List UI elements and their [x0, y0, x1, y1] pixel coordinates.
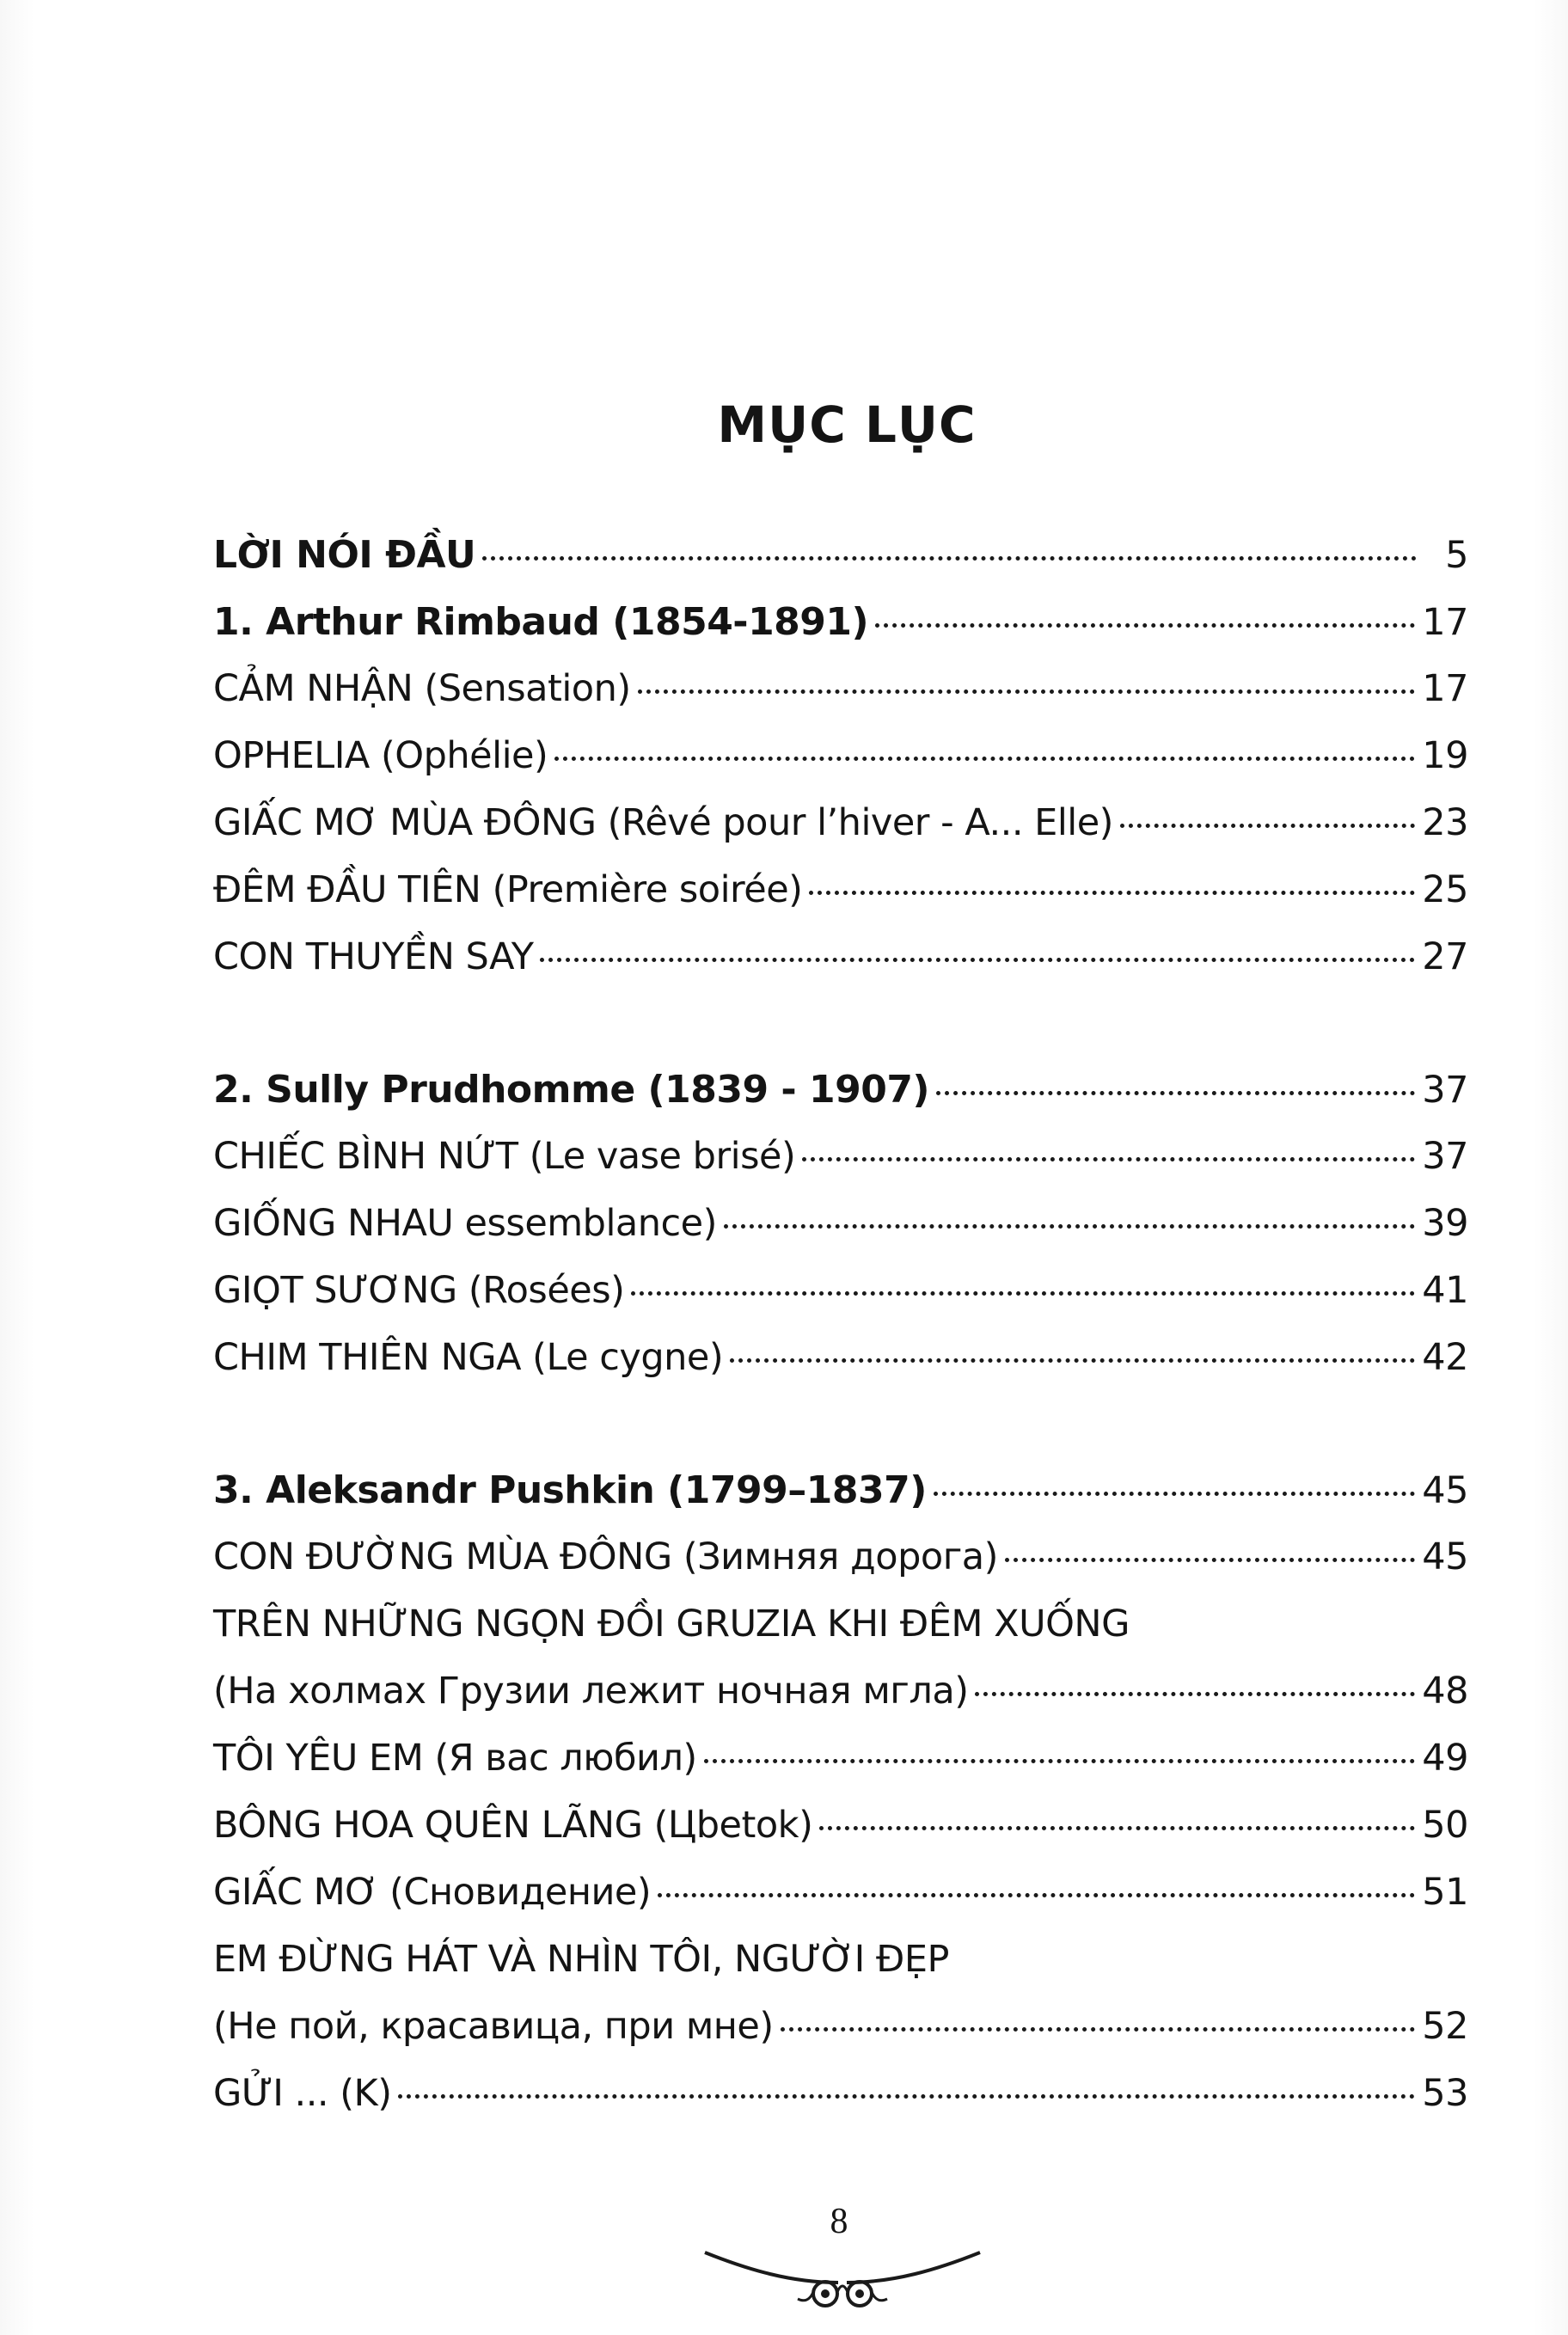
toc-entry[interactable] — [213, 2005, 1468, 2072]
toc-entry-page: 45 — [1422, 1535, 1468, 1578]
dot-leader — [724, 1224, 1415, 1229]
toc-section-heading[interactable] — [213, 1068, 1468, 1135]
toc-entry-label: LỜI NÓI ĐẦU — [213, 533, 476, 577]
dot-leader — [936, 1091, 1415, 1095]
toc-entry-label: GIỐNG NHAU essemblance) — [213, 1202, 717, 1245]
page-number: 8 — [830, 2202, 848, 2241]
dot-leader — [875, 623, 1415, 628]
toc-section-heading[interactable] — [213, 600, 1468, 667]
toc-entry-label: (Не пой, красавица, при мне) — [213, 2005, 774, 2048]
toc-entry-page: 41 — [1422, 1269, 1468, 1312]
toc-entry[interactable] — [213, 935, 1468, 1002]
dot-leader — [540, 958, 1415, 962]
toc-entry-title-line[interactable] — [213, 1603, 1468, 1670]
dot-leader — [975, 1692, 1415, 1696]
toc-entry-label: OPHELIA (Ophélie) — [213, 734, 548, 777]
page-title: MỤC LỤC — [717, 395, 977, 454]
toc-entry-label: CHIẾC BÌNH NỨT (Le vase brisé) — [213, 1135, 796, 1178]
toc-entry-label: GIẤC MƠ (Сновидение) — [213, 1871, 652, 1914]
toc-entry-label: GỬI ... (K) — [213, 2072, 392, 2115]
toc-entry-label: 3. Aleksandr Pushkin (1799–1837) — [213, 1468, 927, 1512]
toc-entry-page: 45 — [1422, 1469, 1468, 1512]
toc-entry-label: ĐÊM ĐẦU TIÊN (Première soirée) — [213, 868, 803, 911]
toc-entry-page: 53 — [1422, 2072, 1468, 2115]
toc-entry-label: CẢM NHẬN (Sensation) — [213, 667, 631, 710]
toc-entry-label: TRÊN NHỮNG NGỌN ĐỒI GRUZIA KHI ĐÊM XUỐNG — [213, 1603, 1130, 1646]
toc-entry[interactable] — [213, 1535, 1468, 1603]
toc-entry-label: GIỌT SƯƠNG (Rosées) — [213, 1269, 625, 1312]
toc-entry-page: 17 — [1422, 667, 1468, 710]
dot-leader — [730, 1358, 1415, 1363]
toc-entry-label: GIẤC MƠ MÙA ĐÔNG (Rêvé pour l’hiver - A... Elle) — [213, 801, 1113, 844]
scroll-ornament-icon — [688, 2235, 997, 2313]
toc-entry[interactable] — [213, 2072, 1468, 2139]
toc-entry[interactable] — [213, 1804, 1468, 1871]
toc-entry-label: BÔNG HOA QUÊN LÃNG (Цbetok) — [213, 1804, 813, 1847]
toc-entry-label: 1. Arthur Rimbaud (1854-1891) — [213, 600, 869, 644]
toc-entry[interactable] — [213, 1336, 1468, 1403]
dot-leader — [1120, 824, 1415, 828]
table-of-contents — [213, 533, 1468, 2139]
toc-entry-page: 25 — [1422, 868, 1468, 911]
dot-leader — [809, 891, 1415, 895]
dot-leader — [631, 1291, 1415, 1296]
toc-entry-page: 49 — [1422, 1737, 1468, 1780]
section-spacer — [213, 1403, 1468, 1468]
toc-entry[interactable] — [213, 1269, 1468, 1336]
dot-leader — [658, 1893, 1415, 1897]
dot-leader — [934, 1492, 1415, 1496]
dot-leader — [819, 1826, 1415, 1830]
toc-entry-label: (На холмах Грузии лежит ночная мгла) — [213, 1670, 969, 1713]
toc-entry-page: 52 — [1422, 2005, 1468, 2048]
toc-entry-label: CON THUYỀN SAY — [213, 935, 534, 978]
toc-section-heading[interactable] — [213, 1468, 1468, 1535]
dot-leader — [704, 1759, 1416, 1763]
toc-entry-label: CON ĐƯỜNG MÙA ĐÔNG (Зимняя дорога) — [213, 1535, 998, 1578]
toc-entry-page: 50 — [1422, 1804, 1468, 1847]
toc-entry-label: CHIM THIÊN NGA (Le cygne) — [213, 1336, 724, 1379]
dot-leader — [638, 689, 1416, 694]
toc-entry-page: 17 — [1422, 601, 1468, 644]
toc-entry-page: 27 — [1422, 935, 1468, 978]
toc-entry[interactable] — [213, 868, 1468, 935]
toc-entry-page: 48 — [1422, 1670, 1468, 1713]
toc-entry[interactable] — [213, 1670, 1468, 1737]
toc-entry-page: 37 — [1422, 1069, 1468, 1112]
toc-entry-page: 39 — [1422, 1202, 1468, 1245]
toc-entry[interactable] — [213, 1737, 1468, 1804]
toc-entry-label: 2. Sully Prudhomme (1839 - 1907) — [213, 1068, 930, 1112]
toc-entry-page: 23 — [1422, 801, 1468, 844]
dot-leader — [482, 556, 1417, 561]
toc-entry-page: 5 — [1445, 534, 1468, 577]
toc-entry[interactable] — [213, 667, 1468, 734]
toc-entry-page: 51 — [1422, 1871, 1468, 1914]
dot-leader — [1005, 1558, 1415, 1562]
toc-entry-page: 37 — [1422, 1135, 1468, 1178]
toc-entry[interactable] — [213, 801, 1468, 868]
toc-entry[interactable] — [213, 533, 1468, 600]
toc-entry[interactable] — [213, 1135, 1468, 1202]
section-spacer — [213, 1002, 1468, 1068]
toc-entry-page: 19 — [1422, 734, 1468, 777]
dot-leader — [398, 2094, 1415, 2099]
dot-leader — [802, 1157, 1415, 1161]
toc-entry[interactable] — [213, 734, 1468, 801]
dot-leader — [781, 2027, 1416, 2032]
toc-entry-label: TÔI YÊU EM (Я вас любил) — [213, 1737, 697, 1780]
toc-entry[interactable] — [213, 1871, 1468, 1938]
toc-entry-page: 42 — [1422, 1336, 1468, 1379]
toc-entry[interactable] — [213, 1202, 1468, 1269]
toc-entry-label: EM ĐỪNG HÁT VÀ NHÌN TÔI, NGƯỜI ĐẸP — [213, 1938, 949, 1981]
dot-leader — [554, 757, 1415, 761]
toc-entry-title-line[interactable] — [213, 1938, 1468, 2005]
